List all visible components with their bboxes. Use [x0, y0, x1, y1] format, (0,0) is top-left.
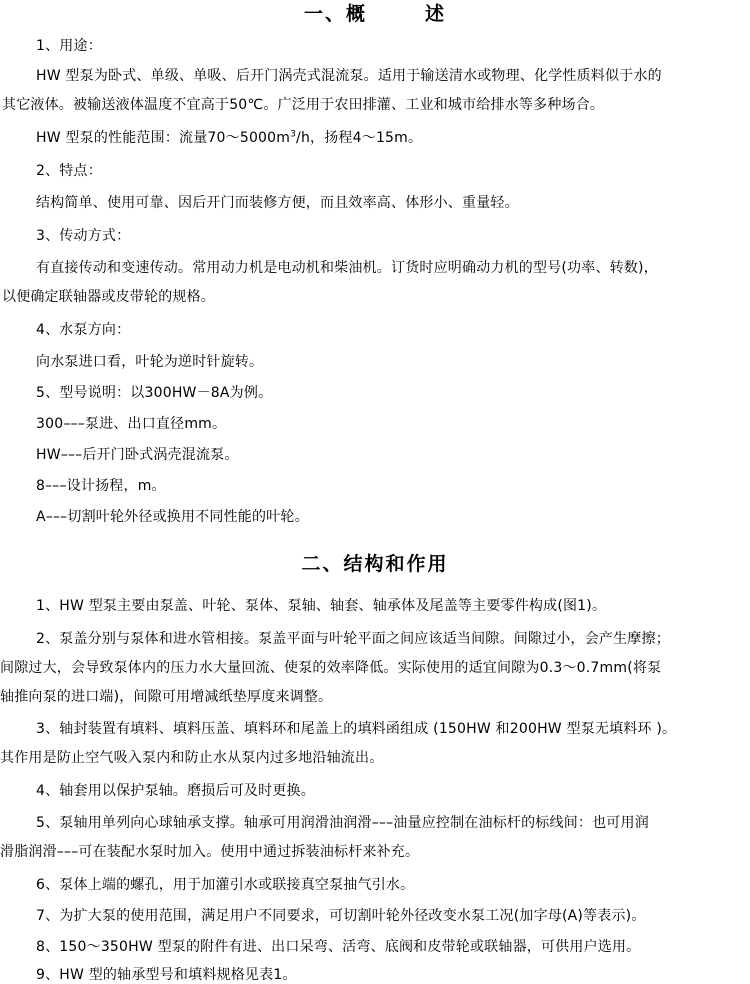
- paragraph-line: 8–––设计扬程，m。: [36, 478, 166, 494]
- paragraph-line: 3、轴封装置有填料、填料压盖、填料环和尾盖上的填料函组成 (150HW 和200HW 型泵无填料环 )。: [36, 721, 677, 737]
- paragraph-line: 4、水泵方向：: [36, 322, 131, 338]
- section-heading-overview-part-a: 一、概: [303, 3, 367, 25]
- paragraph-line: 1、HW 型泵主要由泵盖、叶轮、泵体、泵轴、轴套、轴承体及尾盖等主要零件构成(图1)。: [36, 598, 607, 614]
- paragraph-line: 4、轴套用以保护泵轴。磨损后可及时更换。: [36, 783, 315, 799]
- paragraph-line: 9、HW 型的轴承型号和填料规格见表1。: [36, 967, 297, 983]
- paragraph-line: HW–––后开门卧式涡壳混流泵。: [36, 447, 239, 463]
- paragraph-line: 结构简单、使用可靠、因后开门而装修方便，而且效率高、体形小、重量轻。: [36, 195, 519, 211]
- paragraph-line: 2、特点：: [36, 163, 102, 179]
- paragraph-line: 7、为扩大泵的使用范围，满足用户不同要求，可切割叶轮外径改变水泵工况(加字母(A)等表示)。: [36, 908, 646, 924]
- paragraph-line: 5、泵轴用单列向心球轴承支撑。轴承可用润滑油润滑–––油量应控制在油标杆的标线间：也可用润: [36, 815, 649, 831]
- paragraph-line: 有直接传动和变速传动。常用动力机是电动机和柴油机。订货时应明确动力机的型号(功率、转数)，: [36, 260, 658, 276]
- paragraph-line: 向水泵进口看，叶轮为逆时针旋转。: [36, 354, 264, 370]
- paragraph-line: 轴推向泵的进口端)，间隙可用增减纸垫厚度来调整。: [0, 689, 333, 705]
- paragraph-line: 间隙过大，会导致泵体内的压力水大量回流、使泵的效率降低。实际使用的适宜间隙为0.3～0.7mm(将泵: [0, 660, 662, 676]
- paragraph-line: 8、150～350HW 型泵的附件有进、出口呆弯、活弯、底阀和皮带轮或联轴器，可供用户选用。: [36, 939, 641, 955]
- section-heading-structure: 二、结构和作用: [301, 553, 449, 575]
- performance-range-text: HW 型泵的性能范围：流量70～5000m: [36, 130, 291, 146]
- paragraph-line: 其作用是防止空气吸入泵内和防止水从泵内过多地沿轴流出。: [0, 750, 384, 766]
- paragraph-line: 300–––泵进、出口直径mm。: [36, 416, 227, 432]
- section-heading-overview: [0, 2, 750, 26]
- paragraph-line: A–––切割叶轮外径或换用不同性能的叶轮。: [36, 509, 309, 525]
- paragraph-line: 其它液体。被输送液体温度不宜高于50℃。广泛用于农田排灌、工业和城市给排水等多种场合。: [2, 97, 605, 113]
- paragraph-line: 滑脂润滑–––可在装配水泵时加入。使用中通过拆装油标杆来补充。: [0, 844, 420, 860]
- unit-superscript: 3: [290, 129, 297, 140]
- section-heading-overview-part-b: 述: [425, 3, 447, 25]
- paragraph-line: 2、泵盖分别与泵体和进水管相接。泵盖平面与叶轮平面之间应该适当间隙。间隙过小，会产生摩擦；: [36, 631, 670, 647]
- paragraph-line: 5、型号说明：以300HW－8A为例。: [36, 385, 273, 401]
- paragraph-line: 以便确定联轴器或皮带轮的规格。: [2, 289, 215, 305]
- paragraph-line: 3、传动方式：: [36, 228, 131, 244]
- performance-range-tail: /h，扬程4～15m。: [296, 130, 423, 146]
- paragraph-line: 1、用途：: [36, 38, 102, 54]
- performance-range-line: [36, 129, 750, 147]
- paragraph-line: HW 型泵为卧式、单级、单吸、后开门涡壳式混流泵。适用于输送清水或物理、化学性质料似于水的: [36, 68, 662, 84]
- paragraph-line: 6、泵体上端的螺孔，用于加灌引水或联接真空泵抽气引水。: [36, 877, 415, 893]
